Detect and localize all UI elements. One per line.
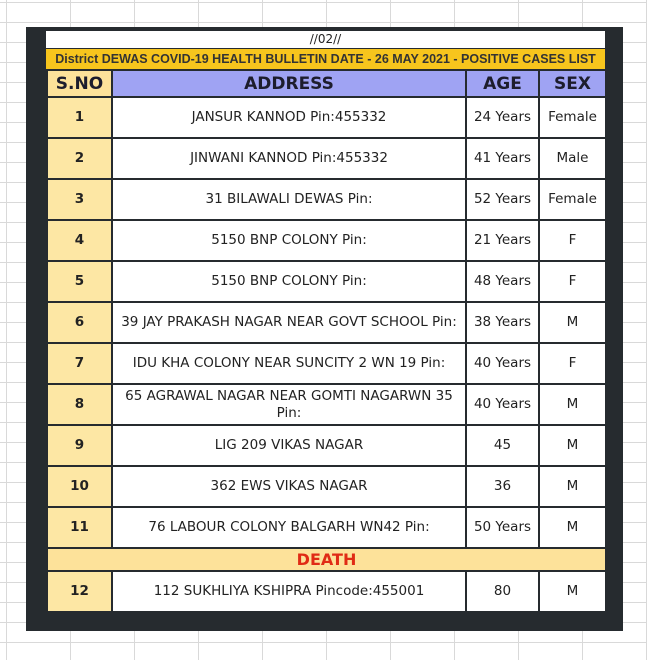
bulletin-title: District DEWAS COVID-19 HEALTH BULLETIN DATE - 26 MAY 2021 - POSITIVE CASES LIST	[46, 49, 605, 69]
cell-sex: Male	[539, 138, 606, 179]
cell-address: 362 EWS VIKAS NAGAR	[112, 466, 466, 507]
table-row	[47, 425, 606, 466]
cell-sex: Female	[539, 179, 606, 220]
cell-sex: M	[539, 507, 606, 548]
death-section-row	[47, 548, 606, 571]
cell-sex: M	[539, 571, 606, 612]
cell-address: JINWANI KANNOD Pin:455332	[112, 138, 466, 179]
cell-age: 21 Years	[466, 220, 539, 261]
cell-age: 45	[466, 425, 539, 466]
cell-sex: F	[539, 220, 606, 261]
cell-age: 36	[466, 466, 539, 507]
table-row	[47, 466, 606, 507]
header-age: AGE	[466, 70, 539, 97]
cell-address: JANSUR KANNOD Pin:455332	[112, 97, 466, 138]
cell-sex: F	[539, 261, 606, 302]
table-row	[47, 261, 606, 302]
header-sno: S.NO	[47, 70, 112, 97]
positive-cases-table	[46, 69, 607, 613]
table-row	[47, 220, 606, 261]
cell-age: 50 Years	[466, 507, 539, 548]
table-row	[47, 97, 606, 138]
table-row	[47, 138, 606, 179]
cell-address: 76 LABOUR COLONY BALGARH WN42 Pin:	[112, 507, 466, 548]
cell-age: 24 Years	[466, 97, 539, 138]
cell-sno: 1	[47, 97, 112, 138]
cell-age: 38 Years	[466, 302, 539, 343]
header-row	[47, 70, 606, 97]
table-row	[47, 571, 606, 612]
cell-age: 40 Years	[466, 384, 539, 425]
cell-sex: M	[539, 302, 606, 343]
cell-sno: 8	[47, 384, 112, 425]
cell-sno: 11	[47, 507, 112, 548]
cell-address: 5150 BNP COLONY Pin:	[112, 220, 466, 261]
cell-address: 31 BILAWALI DEWAS Pin:	[112, 179, 466, 220]
table-row	[47, 507, 606, 548]
header-address: ADDRESS	[112, 70, 466, 97]
cell-address: IDU KHA COLONY NEAR SUNCITY 2 WN 19 Pin:	[112, 343, 466, 384]
cell-sno: 7	[47, 343, 112, 384]
cell-sno: 5	[47, 261, 112, 302]
cell-address: 112 SUKHLIYA KSHIPRA Pincode:455001	[112, 571, 466, 612]
cell-sno: 4	[47, 220, 112, 261]
cell-sex: F	[539, 343, 606, 384]
table-row	[47, 302, 606, 343]
cell-age: 41 Years	[466, 138, 539, 179]
cell-sno: 9	[47, 425, 112, 466]
cell-sex: Female	[539, 97, 606, 138]
cell-age: 48 Years	[466, 261, 539, 302]
table-row	[47, 384, 606, 425]
cell-age: 80	[466, 571, 539, 612]
table-row	[47, 179, 606, 220]
cell-sex: M	[539, 466, 606, 507]
table-row	[47, 343, 606, 384]
cell-sex: M	[539, 425, 606, 466]
cell-age: 52 Years	[466, 179, 539, 220]
cell-address: 65 AGRAWAL NAGAR NEAR GOMTI NAGARWN 35 Pin:	[112, 384, 466, 425]
cell-address: 5150 BNP COLONY Pin:	[112, 261, 466, 302]
cell-sno: 6	[47, 302, 112, 343]
cell-sex: M	[539, 384, 606, 425]
cell-sno: 3	[47, 179, 112, 220]
header-sex: SEX	[539, 70, 606, 97]
cell-sno: 2	[47, 138, 112, 179]
cell-sno: 10	[47, 466, 112, 507]
death-heading: DEATH	[47, 548, 606, 571]
cell-sno: 12	[47, 571, 112, 612]
cell-address: 39 JAY PRAKASH NAGAR NEAR GOVT SCHOOL Pin:	[112, 302, 466, 343]
cell-address: LIG 209 VIKAS NAGAR	[112, 425, 466, 466]
page-number: //02//	[46, 31, 605, 48]
cell-age: 40 Years	[466, 343, 539, 384]
